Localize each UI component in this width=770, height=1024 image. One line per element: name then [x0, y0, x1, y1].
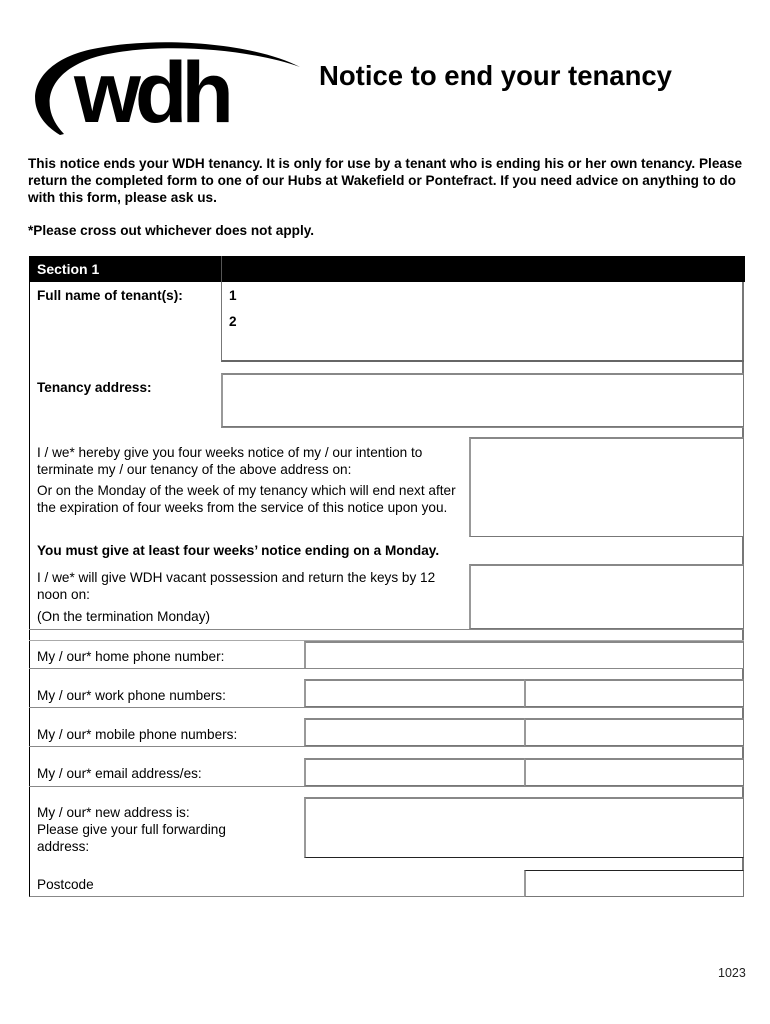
notice-text-2: Or on the Monday of the week of my tenancy which will end next after the expiration of four weeks from the service of this notice upon you.: [37, 483, 456, 515]
new-address-label-line1: My / our* new address is:: [37, 805, 190, 820]
section1-header-bar: [29, 256, 745, 282]
spacer: [222, 362, 744, 373]
new-address-label-line3: address:: [37, 839, 90, 854]
divider: [29, 629, 744, 630]
notice-text-1: I / we* hereby give you four weeks notice of my / our intention to terminate my / our tenancy of the above address on:: [37, 445, 423, 477]
mobile-phone-label: My / our* mobile phone numbers:: [37, 727, 238, 742]
divider: [29, 707, 744, 708]
work-phone-field-1[interactable]: [304, 679, 525, 707]
form-code: 1023: [718, 966, 746, 980]
vacant-text-1: I / we* will give WDH vacant possession and return the keys by 12 noon on:: [37, 570, 436, 602]
crossout-note: *Please cross out whichever does not apply.: [28, 223, 315, 238]
monday-warning: You must give at least four weeks’ notice ending on a Monday.: [37, 543, 440, 558]
email-field-1[interactable]: [304, 758, 525, 786]
logo-text: wdh: [74, 45, 228, 141]
divider: [29, 668, 744, 669]
email-field-2[interactable]: [524, 758, 744, 786]
tenant-name-label: Full name of tenant(s):: [37, 288, 183, 303]
postcode-label: Postcode: [37, 877, 94, 892]
tenant-name-field[interactable]: [221, 282, 744, 362]
mobile-phone-field-1[interactable]: [304, 718, 525, 746]
divider: [29, 746, 744, 747]
section1-header: Section 1: [37, 261, 100, 277]
new-address-label-line2: Please give your full forwarding: [37, 822, 226, 837]
tenancy-address-label: Tenancy address:: [37, 380, 152, 395]
work-phone-label: My / our* work phone numbers:: [37, 688, 226, 703]
wdh-logo: [28, 30, 303, 140]
termination-date-field[interactable]: [469, 437, 744, 537]
tenant-2-number: 2: [229, 314, 237, 329]
keys-return-date-field[interactable]: [469, 564, 744, 629]
tenant-1-number: 1: [229, 288, 237, 303]
home-phone-field[interactable]: [304, 641, 744, 669]
postcode-field[interactable]: [524, 870, 744, 897]
divider: [29, 786, 744, 787]
intro-paragraph: This notice ends your WDH tenancy. It is only for use by a tenant who is ending his or her own tenancy. Please return the completed form to one of our Hubs at Wakefield or Pontefract. If you need advice on anything to do with this form, please ask us.: [28, 156, 743, 205]
divider: [221, 427, 744, 428]
page-title: Notice to end your tenancy: [319, 60, 672, 91]
vacant-text-2: (On the termination Monday): [37, 609, 211, 624]
email-label: My / our* email address/es:: [37, 766, 202, 781]
new-address-field[interactable]: [304, 797, 744, 858]
mobile-phone-field-2[interactable]: [524, 718, 744, 746]
home-phone-label: My / our* home phone number:: [37, 649, 225, 664]
work-phone-field-2[interactable]: [524, 679, 744, 707]
tenancy-address-field[interactable]: [221, 373, 744, 427]
section-header-divider: [221, 256, 222, 282]
